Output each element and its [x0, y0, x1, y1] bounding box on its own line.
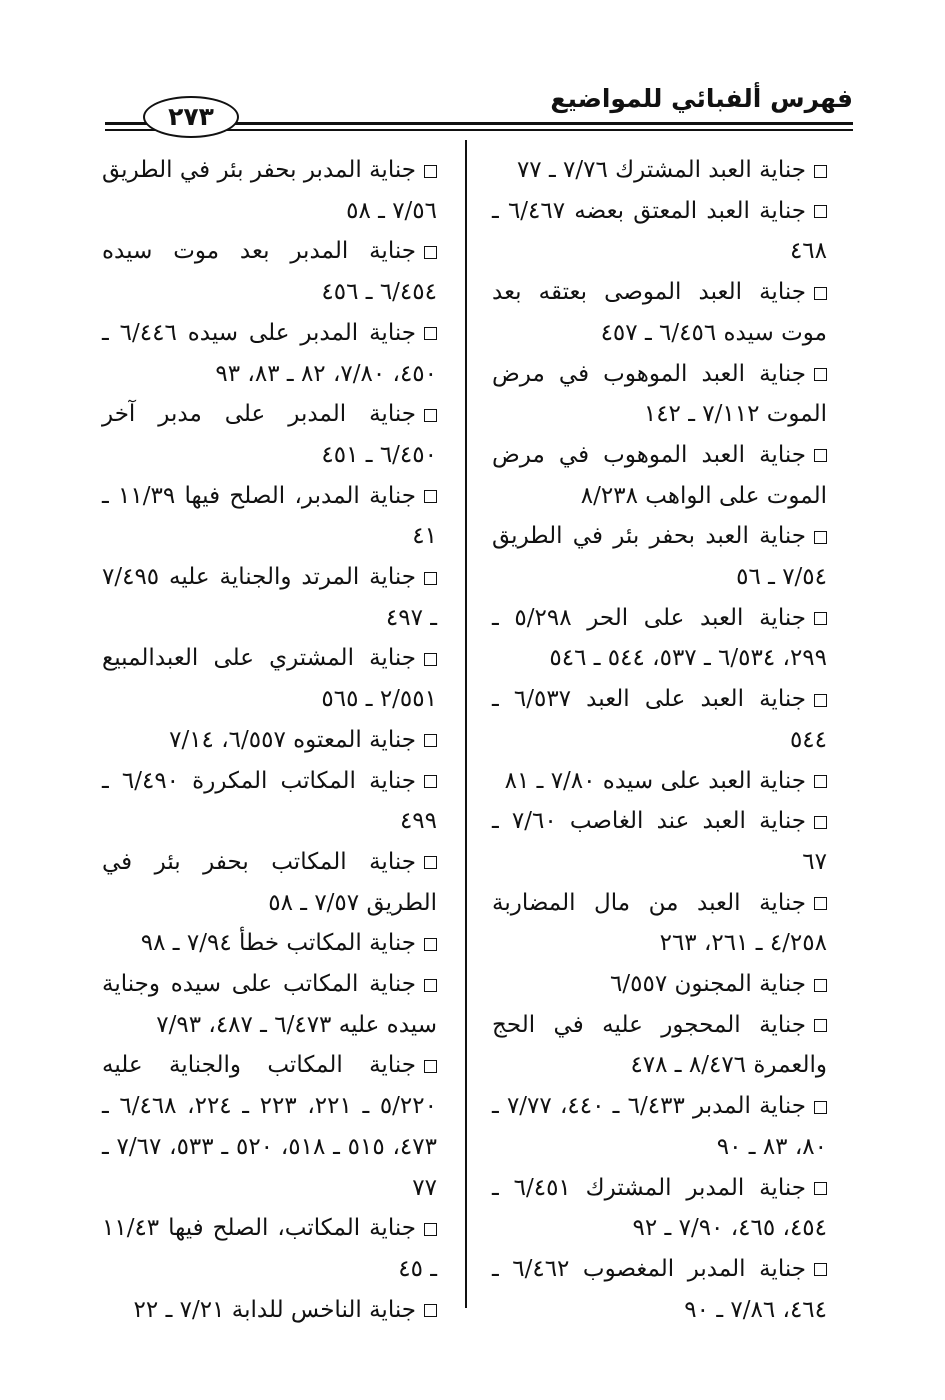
index-entry-text: جناية المكاتب على سيده وجناية سيده عليه ٦/٤٧٣ ـ ٤٨٧، ٧/٩٣: [102, 971, 437, 1038]
index-entry: [492, 883, 827, 964]
square-bullet-icon: [814, 816, 827, 829]
square-bullet-icon: [814, 1182, 827, 1195]
index-entry-text: جناية العبد المعتق بعضه ٦/٤٦٧ ـ ٤٦٨: [492, 197, 827, 265]
index-entry-text: جناية المدبر بعد موت سيده ٦/٤٥٤ ـ ٤٥٦: [102, 238, 437, 306]
index-entry: [102, 231, 437, 312]
index-entry: [492, 1168, 827, 1249]
square-bullet-icon: [424, 653, 437, 666]
index-entry: [492, 679, 827, 760]
index-entry-text: جناية المكاتب والجناية عليه ٥/٢٢٠ ـ ٢٢١، ٢٢٣ ـ ٢٢٤، ٦/٤٦٨ ـ ٤٧٣، ٥١٥ ـ ٥١٨، ٥٢٠ ـ ٥٣٣، ٧/٦٧ ـ ٧٧: [102, 1052, 437, 1201]
square-bullet-icon: [424, 327, 437, 340]
square-bullet-icon: [424, 1304, 437, 1317]
index-entry: [492, 354, 827, 435]
index-entry-text: جناية العبد من مال المضاربة ٤/٢٥٨ ـ ٢٦١، ٢٦٣: [492, 889, 827, 957]
index-entry-text: جناية المكاتب بحفر بئر في الطريق ٧/٥٧ ـ ٥٨: [102, 848, 437, 916]
index-entry: [102, 638, 437, 719]
square-bullet-icon: [424, 572, 437, 585]
index-entry: [102, 720, 437, 761]
index-entry: [492, 598, 827, 679]
index-column-left: [102, 150, 437, 1330]
index-entry: [102, 842, 437, 923]
index-entry-text: جناية العبد على العبد ٦/٥٣٧ ـ ٥٤٤: [492, 686, 827, 753]
index-entry-text: جناية المرتد والجناية عليه ٧/٤٩٥ ـ ٤٩٧: [102, 564, 437, 631]
index-entry: [492, 964, 827, 1005]
square-bullet-icon: [814, 1263, 827, 1276]
square-bullet-icon: [814, 979, 827, 992]
index-entry-text: جناية المدبر على سيده ٦/٤٤٦ ـ ٤٥٠، ٧/٨٠، ٨٢ ـ ٨٣، ٩٣: [102, 319, 437, 387]
index-entry: [102, 1045, 437, 1208]
index-entry-text: جناية المحجور عليه في الحج والعمرة ٨/٤٧٦ ـ ٤٧٨: [492, 1011, 827, 1079]
square-bullet-icon: [424, 856, 437, 869]
index-entry-text: جناية العبد على سيده ٧/٨٠ ـ ٨١: [504, 767, 806, 794]
index-entry-text: جناية المدبر على مدبر آخر ٦/٤٥٠ ـ ٤٥١: [102, 401, 437, 468]
square-bullet-icon: [424, 246, 437, 259]
index-entry-text: جناية المعتوه ٦/٥٥٧، ٧/١٤: [169, 726, 416, 753]
square-bullet-icon: [424, 409, 437, 422]
index-entry-text: جناية المكاتب خطأ ٧/٩٤ ـ ٩٨: [140, 930, 416, 957]
square-bullet-icon: [424, 165, 437, 178]
column-divider: [465, 140, 467, 1308]
index-entry-text: جناية العبد عند الغاصب ٧/٦٠ ـ ٦٧: [492, 808, 827, 875]
index-entry-text: جناية الناخس للدابة ٧/٢١ ـ ٢٢: [133, 1296, 416, 1323]
index-entry: [102, 1290, 437, 1331]
index-entry-text: جناية المجنون ٦/٥٥٧: [610, 971, 806, 998]
index-entry: [492, 435, 827, 516]
index-entry-text: جناية العبد الموهوب في مرض الموت على الواهب ٨/٢٣٨: [492, 441, 827, 509]
index-entry-text: جناية المدبر ٦/٤٣٣ ـ ٤٤٠، ٧/٧٧ ـ ٨٠، ٨٣ ـ ٩٠: [492, 1093, 827, 1160]
index-entry: [102, 313, 437, 394]
index-entry-text: جناية المدبر المغصوب ٦/٤٦٢ ـ ٤٦٤، ٧/٨٦ ـ ٩٠: [492, 1255, 827, 1323]
square-bullet-icon: [814, 1019, 827, 1032]
index-entry-text: جناية المشتري على العبدالمبيع ٢/٥٥١ ـ ٥٦٥: [102, 645, 437, 713]
index-entry: [492, 516, 827, 597]
square-bullet-icon: [814, 531, 827, 544]
index-entry-text: جناية المدبر المشترك ٦/٤٥١ ـ ٤٥٤، ٤٦٥، ٧/٩٠ ـ ٩٢: [492, 1174, 827, 1242]
index-entry: [492, 761, 827, 802]
page-number-badge: ٢٧٣: [143, 96, 239, 138]
index-entry: [492, 801, 827, 882]
index-entry: [102, 394, 437, 475]
running-header-title: فهرس ألفبائي للمواضيع: [550, 84, 853, 113]
index-entry-text: جناية العبد الموهوب في مرض الموت ٧/١١٢ ـ ١٤٢: [492, 360, 827, 428]
square-bullet-icon: [424, 979, 437, 992]
square-bullet-icon: [814, 1101, 827, 1114]
index-entry: [102, 923, 437, 964]
index-entry: [492, 1005, 827, 1086]
index-entry: [492, 191, 827, 272]
index-entry-text: جناية العبد بحفر بئر في الطريق ٧/٥٤ ـ ٥٦: [492, 523, 827, 591]
index-entry: [492, 1086, 827, 1167]
index-entry: [102, 476, 437, 557]
square-bullet-icon: [424, 1060, 437, 1073]
index-entry-text: جناية العبد على الحر ٥/٢٩٨ ـ ٢٩٩، ٦/٥٣٤ ـ ٥٣٧، ٥٤٤ ـ ٥٤٦: [492, 604, 827, 672]
index-entry: [102, 761, 437, 842]
index-entry-text: جناية المكاتب المكررة ٦/٤٩٠ ـ ٤٩٩: [102, 767, 437, 835]
square-bullet-icon: [814, 775, 827, 788]
square-bullet-icon: [424, 734, 437, 747]
square-bullet-icon: [814, 612, 827, 625]
square-bullet-icon: [814, 205, 827, 218]
index-entry-text: جناية المدبر، الصلح فيها ١١/٣٩ ـ ٤١: [102, 482, 437, 550]
index-entry-text: جناية المدبر بحفر بئر في الطريق ٧/٥٦ ـ ٥٨: [102, 157, 437, 224]
index-column-right: [492, 150, 827, 1330]
square-bullet-icon: [814, 368, 827, 381]
square-bullet-icon: [424, 938, 437, 951]
index-entry: [492, 150, 827, 191]
square-bullet-icon: [424, 775, 437, 788]
index-entry: [102, 964, 437, 1045]
square-bullet-icon: [424, 490, 437, 503]
square-bullet-icon: [814, 449, 827, 462]
index-entry: [492, 272, 827, 353]
square-bullet-icon: [814, 897, 827, 910]
square-bullet-icon: [814, 165, 827, 178]
square-bullet-icon: [814, 287, 827, 300]
index-entry: [492, 1249, 827, 1330]
index-entry: [102, 150, 437, 231]
index-entry-text: جناية المكاتب، الصلح فيها ١١/٤٣ ـ ٤٥: [102, 1215, 437, 1282]
index-entry: [102, 1208, 437, 1289]
index-entry: [102, 557, 437, 638]
square-bullet-icon: [424, 1223, 437, 1236]
square-bullet-icon: [814, 694, 827, 707]
index-entry-text: جناية العبد الموصى بعتقه بعد موت سيده ٦/٤٥٦ ـ ٤٥٧: [492, 279, 827, 346]
index-entry-text: جناية العبد المشترك ٧/٧٦ ـ ٧٧: [516, 157, 806, 183]
